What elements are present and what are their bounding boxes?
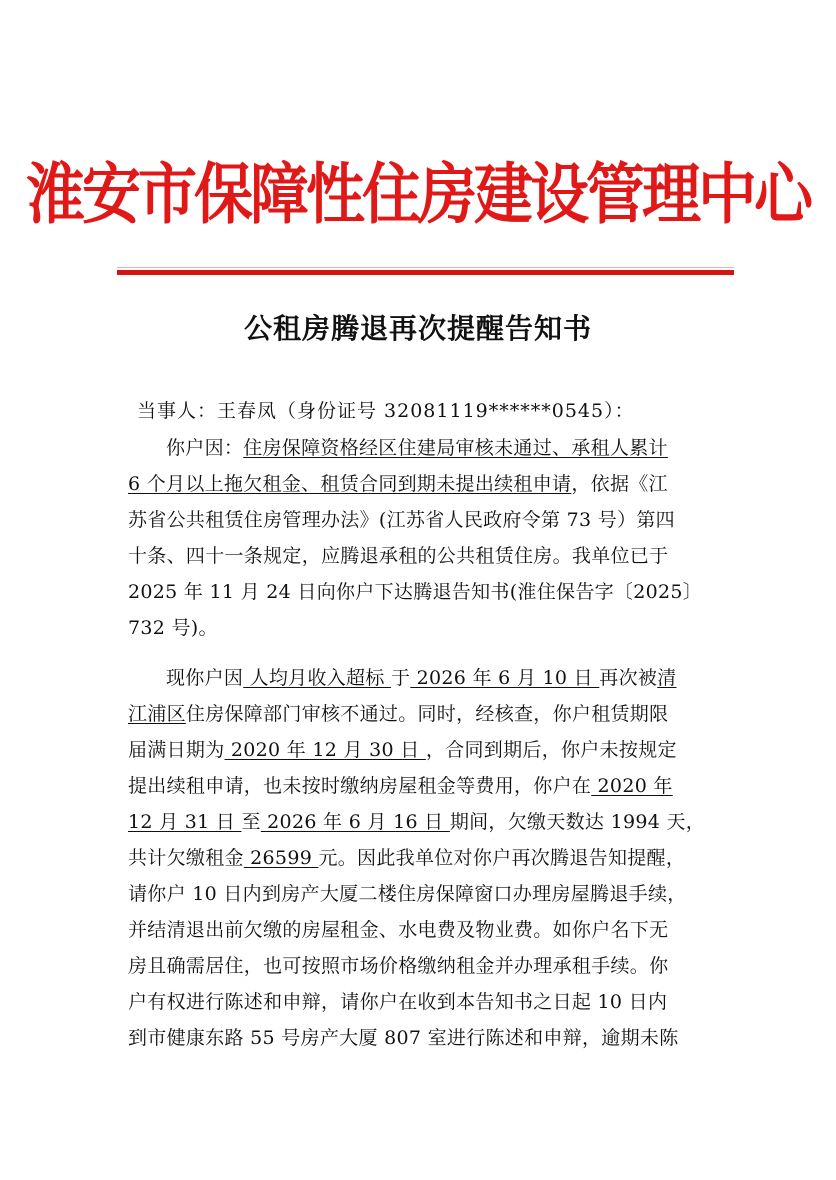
para1-line1 xyxy=(128,430,718,466)
arrears-start-date-part1: 2020 年 xyxy=(591,775,673,797)
para2-line8: 并结清退出前欠缴的房屋租金、水电费及物业费。如你户名下无 xyxy=(128,919,669,941)
para2-l3-lead: 届满日期为 xyxy=(128,739,225,761)
review-date: 2026 年 6 月 10 日 xyxy=(410,667,600,689)
para2-line1 xyxy=(128,660,718,696)
arrears-amount: 26599 xyxy=(243,847,319,869)
para1-reasons-underlined-2: 6 个月以上拖欠租金、租赁合同到期未提出续租申请 xyxy=(128,473,572,495)
para2-l6-tail: 元。因此我单位对你户再次腾退告知提醒， xyxy=(318,847,686,869)
para2-l1-lead: 现你户因 xyxy=(166,667,244,689)
para1-line3: 苏省公共租赁住房管理办法》(江苏省人民政府令第 73 号）第四 xyxy=(128,509,675,531)
arrears-start-date-part2: 12 月 31 日 xyxy=(128,811,242,833)
para2-l6-lead: 共计欠缴租金 xyxy=(128,847,244,869)
para2-line10: 户有权进行陈述和申辩，请你户在收到本告知书之日起 10 日内 xyxy=(128,991,668,1013)
letterhead-red-rule xyxy=(117,270,734,275)
paragraph-gap xyxy=(128,646,718,660)
para1-l1-lead: 你户因： xyxy=(166,437,244,459)
para2-line3 xyxy=(128,732,718,768)
district-name-part2: 江浦区 xyxy=(128,703,186,725)
para1-line6: 732 号)。 xyxy=(128,617,218,639)
para2-line4 xyxy=(128,768,718,804)
para1-line5: 2025 年 11 月 24 日向你户下达腾退告知书(淮住保告字〔2025〕 xyxy=(128,581,703,603)
para2-line6 xyxy=(128,840,718,876)
para2-l5-to: 至 xyxy=(241,811,261,833)
para2-l5-tail: 期间，欠缴天数达 1994 天， xyxy=(449,811,706,833)
para1-reasons-underlined-1: 住房保障资格经区住建局审核未通过、承租人累计 xyxy=(243,437,668,459)
notice-body xyxy=(128,430,718,1056)
para2-l2-text: 住房保障部门审核不通过。同时，经核查，你户租赁期限 xyxy=(185,703,669,725)
party-line: 当事人：王春凤（身份证号 32081119******0545）： xyxy=(137,400,635,422)
para2-line2 xyxy=(128,696,718,732)
para2-line5 xyxy=(128,804,718,840)
letterhead-rule-faint xyxy=(117,267,734,268)
arrears-end-date: 2026 年 6 月 16 日 xyxy=(260,811,450,833)
document-title: 公租房腾退再次提醒告知书 xyxy=(243,312,592,345)
para2-line7: 请你户 10 日内到房产大厦二楼住房保障窗口办理房屋腾退手续， xyxy=(128,883,687,905)
para2-line9: 房且确需居住，也可按照市场价格缴纳租金并办理承租手续。你 xyxy=(128,955,669,977)
para1-line4: 十条、四十一条规定，应腾退承租的公共租赁住房。我单位已于 xyxy=(128,545,669,567)
para1-l2-tail: ，依据《江 xyxy=(571,473,668,495)
para2-l1-prep: 于 xyxy=(390,667,411,689)
para2-l1-again: 再次被 xyxy=(599,667,658,689)
district-name-part1: 清 xyxy=(657,667,677,689)
lease-expiry-date: 2020 年 12 月 30 日 xyxy=(224,739,426,761)
letterhead-org-name: 淮安市保障性住房建设管理中心 xyxy=(25,155,810,233)
para2-l3-tail: ，合同到期后，你户未按规定 xyxy=(425,739,677,761)
reason-income-exceeded: 人均月收入超标 xyxy=(243,667,391,689)
para2-line11: 到市健康东路 55 号房产大厦 807 室进行陈述和申辩，逾期未陈 xyxy=(128,1027,679,1049)
para1-line2 xyxy=(128,466,718,502)
para2-l4-text: 提出续租申请，也未按时缴纳房屋租金等费用，你户在 xyxy=(128,775,592,797)
